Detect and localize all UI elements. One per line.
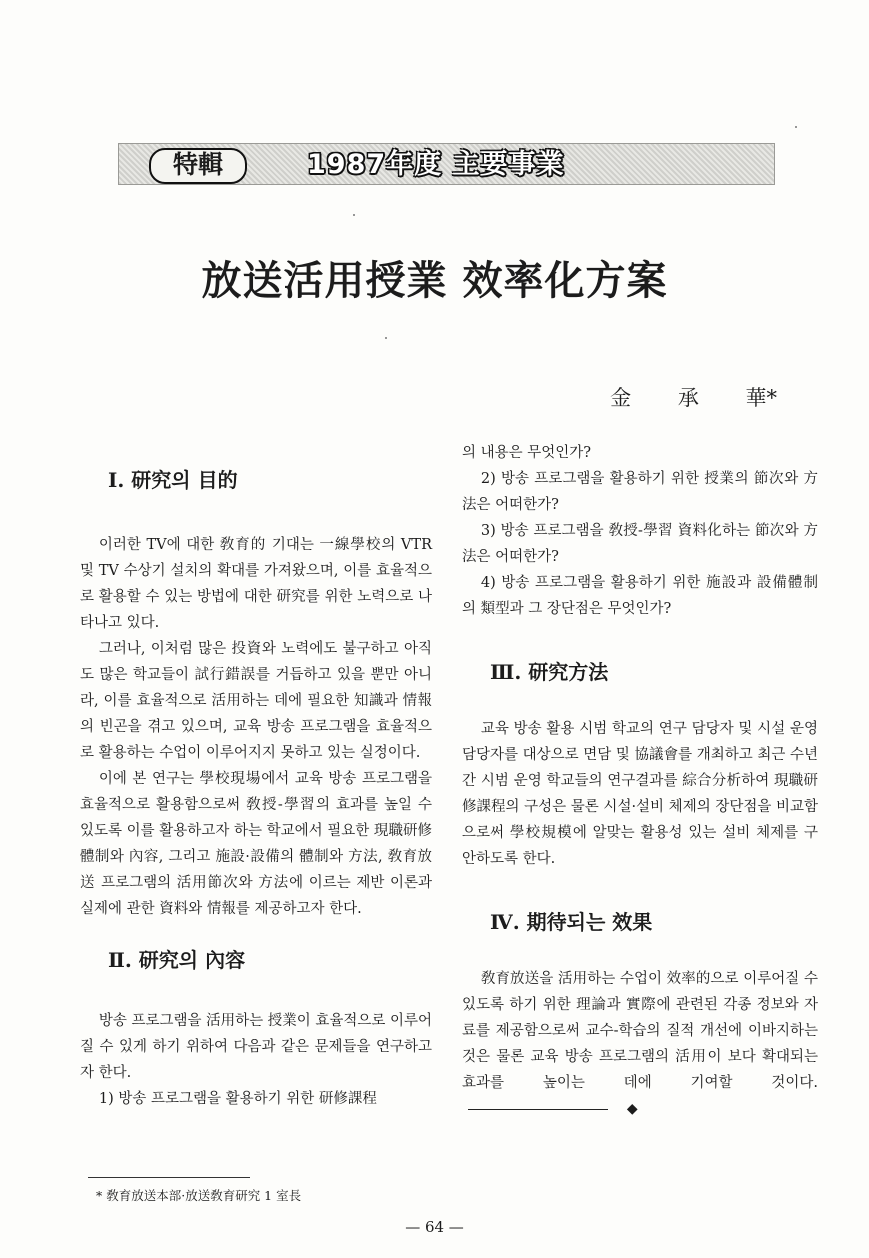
section-1-paragraph-2: 그러나, 이처럼 많은 投資와 노력에도 불구하고 아직도 많은 학교들이 試行錯誤를 거듭하고 있을 뿐만 아니라, 이를 효율적으로 活用하는 데에 필요한 知識과 情報의 빈곤을 겪고 있으며, 교육 방송 프로그램을 효율적으로 활용하는 수업이 이루어지지 못하고 있는 실정이다. xyxy=(80,641,432,761)
speck xyxy=(795,126,797,128)
section-2-item-3: 3) 방송 프로그램을 敎授-學習 資料化하는 節次와 方法은 어떠한가? xyxy=(462,523,818,565)
footnote: * 敎育放送本部·放送敎育研究 1 室長 xyxy=(96,1188,302,1203)
section-1-paragraph-1: 이러한 TV에 대한 敎育的 기대는 一線學校의 VTR 및 TV 수상기 설치의 확대를 가져왔으며, 이를 효율적으로 활용할 수 있는 방법에 대한 研究를 위한 노력으로 나타나고 있다. xyxy=(80,537,432,631)
footnote-rule xyxy=(88,1177,250,1178)
page-number: — 64 — xyxy=(405,1218,464,1236)
section-3-paragraph-1: 교육 방송 활용 시범 학교의 연구 담당자 및 시설 운영 담당자를 대상으로 면담 및 協議會를 개최하고 최근 수년간 시범 운영 학교들의 연구결과를 綜合分析하여 現職研修課程의 구성은 물론 시설·설비 체제의 장단점을 비교함으로써 學校規模에 알맞는 활용성 있는 설비 체제를 구안하도록 한다. xyxy=(462,721,818,867)
speck xyxy=(353,214,355,216)
section-3-heading: Ⅲ. 研究方法 xyxy=(490,660,609,684)
section-2-item-1-continued: 의 내용은 무엇인가? xyxy=(462,445,592,461)
left-column xyxy=(80,440,432,1112)
section-4-heading: Ⅳ. 期待되는 效果 xyxy=(490,910,653,934)
article-title: 放送活用授業 效率化方案 xyxy=(201,257,668,304)
end-rule xyxy=(468,1109,608,1110)
section-2-heading: Ⅱ. 研究의 內容 xyxy=(108,948,246,972)
section-1-heading: Ⅰ. 研究의 目的 xyxy=(108,468,238,492)
end-diamond-icon: ◆ xyxy=(626,1101,638,1117)
section-4-text: 敎育放送을 活用하는 수업이 效率的으로 이루어질 수 있도록 하기 위한 理論과 實際에 관련된 각종 정보와 자료를 제공함으로써 교수-학습의 질적 개선에 이바지하는 것은 물론 교육 방송 프로그램의 活用이 보다 확대되는 효과를 높이는 데에 기여할 것이다. xyxy=(462,971,818,1091)
author-name: 金 承 華* xyxy=(610,386,777,410)
right-column xyxy=(462,440,818,1122)
section-1-paragraph-3: 이에 본 연구는 學校現場에서 교육 방송 프로그램을 효율적으로 활용함으로써 敎授-學習의 효과를 높일 수 있도록 이를 활용하고자 하는 학교에서 필요한 現職研修體制와 內容, 그리고 施設·設備의 體制와 方法, 敎育放送 프로그램의 活用節次와 方法에 이르는 제반 이론과 실제에 관한 資料와 情報를 제공하고자 한다. xyxy=(80,771,432,917)
feature-banner xyxy=(118,143,775,185)
section-4-paragraph-1 xyxy=(462,966,818,1122)
section-2-item-4: 4) 방송 프로그램을 활용하기 위한 施設과 設備體制의 類型과 그 장단점은 무엇인가? xyxy=(462,575,818,617)
banner-tag: 特輯 xyxy=(149,148,247,184)
section-2-item-1: 1) 방송 프로그램을 활용하기 위한 研修課程 xyxy=(98,1091,377,1107)
section-2-paragraph-1: 방송 프로그램을 活用하는 授業이 효율적으로 이루어질 수 있게 하기 위하여 다음과 같은 문제들을 연구하고자 한다. xyxy=(80,1013,433,1081)
section-2-item-2: 2) 방송 프로그램을 활용하기 위한 授業의 節次와 方法은 어떠한가? xyxy=(462,471,818,513)
speck xyxy=(385,337,387,339)
banner-title: 1987年度 主要事業 xyxy=(307,149,565,180)
